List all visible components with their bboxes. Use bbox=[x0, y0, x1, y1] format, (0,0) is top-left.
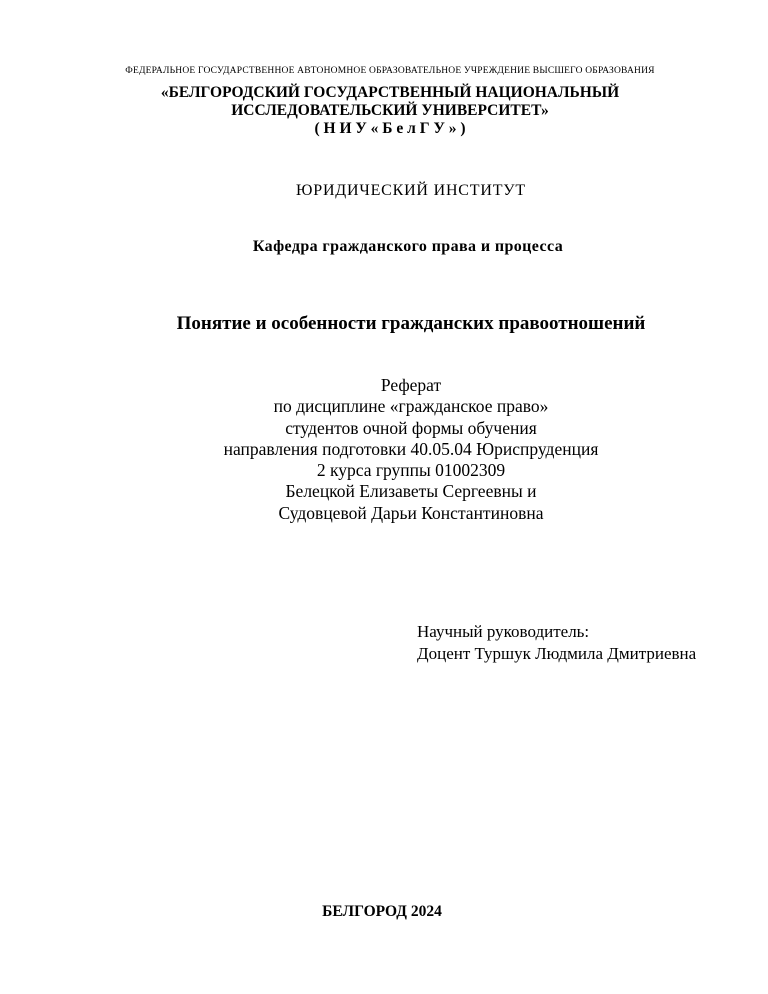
work-description-block bbox=[54, 375, 768, 524]
university-name-block bbox=[12, 84, 768, 138]
supervisor-label: Научный руководитель: bbox=[417, 622, 590, 641]
author-line-1: Белецкой Елизаветы Сергеевны и bbox=[285, 481, 537, 502]
work-type-line: Реферат bbox=[380, 375, 442, 395]
supervisor-name: Доцент Туршук Людмила Дмитриевна bbox=[417, 644, 697, 664]
course-group-line: 2 курса группы 01002309 bbox=[316, 460, 506, 481]
university-name-line2: ИССЛЕДОВАТЕЛЬСКИЙ УНИВЕРСИТЕТ» bbox=[231, 102, 549, 119]
university-abbreviation: ( Н И У « Б е л Г У » ) bbox=[314, 120, 466, 137]
supervisor-block bbox=[417, 621, 696, 666]
discipline-line: по дисциплине «гражданское право» bbox=[273, 396, 549, 417]
institute-name: ЮРИДИЧЕСКИЙ ИНСТИТУТ bbox=[296, 182, 526, 199]
program-line: направления подготовки 40.05.04 Юриспруденция bbox=[223, 438, 599, 459]
author-line-2: Судовцевой Дарьи Константиновна bbox=[278, 502, 544, 523]
document-title: Понятие и особенности гражданских правоотношений bbox=[176, 313, 646, 334]
org-type-line: ФЕДЕРАЛЬНОЕ ГОСУДАРСТВЕННОЕ АВТОНОМНОЕ ОБРАЗОВАТЕЛЬНОЕ УЧРЕЖДЕНИЕ ВЫСШЕГО ОБРАЗОВАНИЯ bbox=[125, 66, 655, 76]
university-name-line1: «БЕЛГОРОДСКИЙ ГОСУДАРСТВЕННЫЙ НАЦИОНАЛЬНЫЙ bbox=[160, 84, 620, 101]
city-year-line: БЕЛГОРОД 2024 bbox=[322, 903, 442, 920]
department-name: Кафедра гражданского права и процесса bbox=[252, 238, 564, 255]
study-form-line: студентов очной формы обучения bbox=[285, 417, 537, 438]
